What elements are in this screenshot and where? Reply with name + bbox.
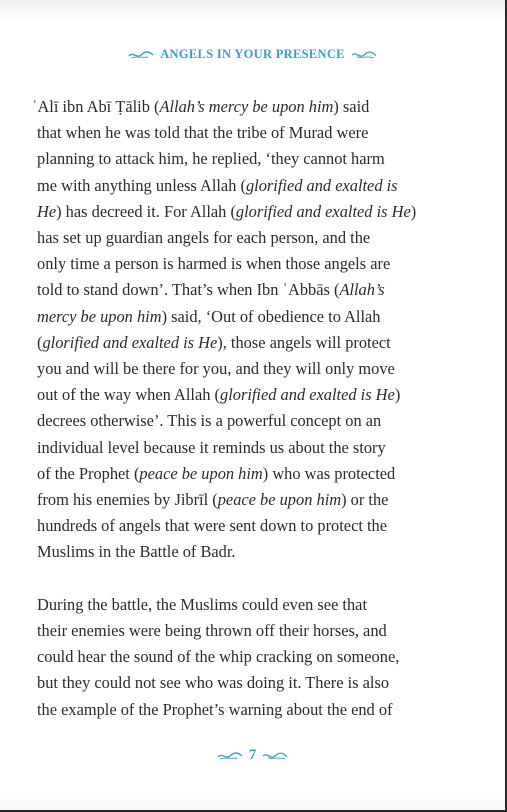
text-line bbox=[37, 513, 427, 539]
text-line bbox=[37, 356, 427, 382]
text-run: decrees otherwise’. This is a powerful concept on an bbox=[37, 411, 382, 431]
text-line bbox=[37, 225, 427, 251]
text-run: ) said, ‘Out of obedience to Allah bbox=[161, 306, 381, 326]
text-line bbox=[37, 330, 427, 356]
honorific-italic: peace be upon him bbox=[139, 463, 263, 483]
text-run: only time a person is harmed is when those angels are bbox=[37, 254, 391, 274]
honorific-italic: mercy be upon him bbox=[37, 306, 162, 326]
text-line bbox=[37, 408, 427, 434]
text-run: ) or the bbox=[341, 490, 389, 510]
text-run: ) has decreed it. For Allah ( bbox=[56, 201, 236, 221]
text-run: out of the way when Allah ( bbox=[37, 385, 220, 405]
text-line bbox=[37, 618, 427, 644]
right-flourish-icon bbox=[262, 751, 288, 761]
text-run: from his enemies by Jibrīl ( bbox=[37, 490, 218, 510]
text-line bbox=[37, 539, 427, 565]
text-run: ) bbox=[394, 385, 401, 405]
text-line bbox=[37, 697, 427, 723]
text-run: individual level because it reminds us about the story bbox=[37, 437, 386, 457]
text-run: ) bbox=[410, 201, 417, 221]
honorific-italic: Allah’s mercy be upon him bbox=[159, 97, 334, 116]
text-run: During the battle, the Muslims could even see that bbox=[37, 594, 368, 614]
text-line bbox=[37, 173, 427, 199]
text-line bbox=[37, 304, 427, 330]
text-line bbox=[37, 382, 427, 408]
right-flourish-icon bbox=[351, 50, 377, 60]
text-line bbox=[37, 120, 427, 146]
text-run: but they could not see who was doing it. There is also bbox=[37, 673, 390, 693]
honorific-italic: glorified and exalted is He bbox=[220, 385, 395, 405]
text-line bbox=[37, 487, 427, 513]
text-run: you and will be there for you, and they will only move bbox=[37, 359, 395, 379]
text-line bbox=[37, 251, 427, 277]
text-run: hundreds of angels that were sent down to protect the bbox=[37, 516, 388, 536]
left-flourish-icon bbox=[128, 50, 154, 60]
text-line bbox=[37, 592, 427, 618]
page-number: 7 bbox=[248, 747, 257, 763]
body-text bbox=[32, 94, 427, 723]
text-run: the example of the Prophet’s warning about the end of bbox=[37, 699, 393, 719]
running-head bbox=[0, 47, 505, 62]
text-run: me with anything unless Allah ( bbox=[37, 175, 246, 195]
page-footer bbox=[0, 747, 505, 764]
text-line bbox=[37, 146, 427, 172]
text-line bbox=[37, 644, 427, 670]
text-line bbox=[37, 199, 427, 225]
honorific-italic: glorified and exalted is He bbox=[235, 201, 411, 221]
text-run: of the Prophet ( bbox=[37, 463, 140, 483]
honorific-italic: peace be upon him bbox=[217, 490, 342, 510]
honorific-italic: He bbox=[37, 201, 57, 221]
text-run: ʿAlī ibn Abī Ṭālib ( bbox=[32, 97, 160, 116]
text-line bbox=[37, 435, 427, 461]
text-run: ( bbox=[37, 332, 43, 352]
left-flourish-icon bbox=[217, 751, 243, 761]
honorific-italic: glorified and exalted is He bbox=[42, 332, 218, 352]
honorific-italic: Allah’s bbox=[339, 280, 385, 300]
text-run: Muslims in the Battle of Badr. bbox=[37, 542, 236, 562]
running-head-title: ANGELS IN YOUR PRESENCE bbox=[160, 47, 345, 61]
text-run: told to stand down’. That’s when Ibn ʿAbbās ( bbox=[37, 280, 340, 300]
text-run: ) said bbox=[333, 97, 370, 116]
text-run: ) who was protected bbox=[262, 463, 396, 483]
text-run: has set up guardian angels for each person, and the bbox=[37, 228, 371, 248]
text-run: ), those angels will protect bbox=[217, 332, 391, 352]
text-line bbox=[37, 461, 427, 487]
text-run: their enemies were being thrown off their horses, and bbox=[37, 621, 387, 641]
text-run: could hear the sound of the whip cracking on someone, bbox=[37, 647, 400, 667]
honorific-italic: glorified and exalted is bbox=[245, 175, 398, 195]
text-run: planning to attack him, he replied, ‘they cannot harm bbox=[37, 149, 385, 169]
text-line bbox=[37, 277, 427, 303]
text-line bbox=[37, 670, 427, 696]
text-run: that when he was told that the tribe of Murad were bbox=[37, 123, 369, 143]
text-line bbox=[32, 94, 427, 120]
paragraph bbox=[37, 592, 427, 723]
paragraph bbox=[32, 94, 427, 566]
